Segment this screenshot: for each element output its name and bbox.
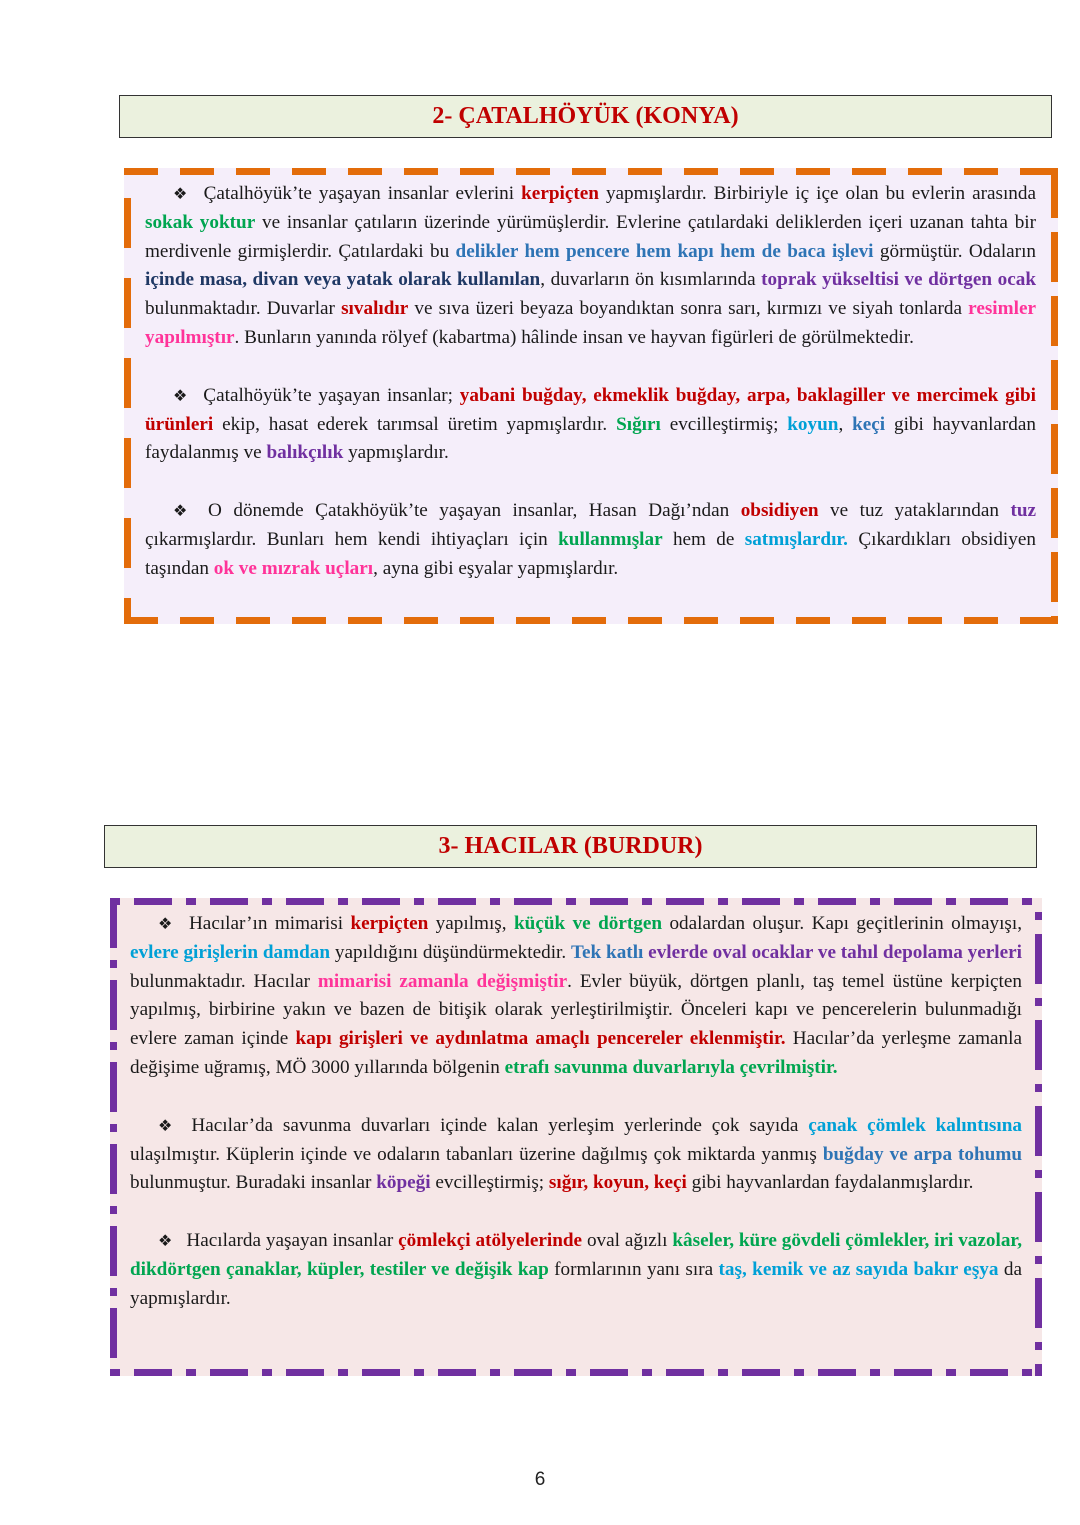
text-run: Hacılar’ın mimarisi — [188, 913, 351, 934]
text-run: oval ağızlı — [582, 1230, 673, 1252]
text-run: hem de — [662, 528, 745, 550]
text-run: formlarının yanı sıra — [548, 1258, 719, 1280]
text-run: evcilleştirmiş; — [430, 1172, 549, 1194]
highlighted-text: koyun — [787, 413, 839, 435]
text-run: da yapmışlardır. — [130, 1258, 1022, 1309]
text-run: bulunmuştur. Buradaki insanlar — [130, 1172, 377, 1194]
highlighted-text: sığır, koyun, keçi — [548, 1172, 687, 1194]
text-run: ekip, hasat ederek tarımsal üretim yapmışlardır. — [213, 413, 617, 435]
text-run: Çatalhöyük’te yaşayan insanlar; — [203, 384, 460, 406]
highlighted-text: Tek katlı — [571, 941, 644, 963]
text-run: evcilleştirmiş; — [660, 413, 788, 435]
diamond-bullet-icon: ❖ — [158, 914, 175, 933]
paragraph — [145, 497, 1036, 583]
diamond-bullet-icon: ❖ — [173, 385, 190, 405]
highlighted-text: kâseler, küre gövdeli çömlekler, iri vazolar, dikdörtgen çanaklar, küpler, testiler ve değişik kap — [130, 1230, 1022, 1280]
catalhoyuk-panel — [124, 168, 1058, 624]
dashed-border-bottom — [110, 1369, 1042, 1376]
text-run: bulunmaktadır. Duvarlar — [145, 298, 342, 320]
paragraph — [130, 1227, 1022, 1313]
highlighted-text: çömlekçi atölyelerinde — [398, 1230, 583, 1252]
paragraph — [130, 1112, 1022, 1198]
text-run: görmüştür. Odaların — [873, 240, 1036, 262]
highlighted-text: köpeği — [376, 1172, 431, 1194]
highlighted-text: taş, kemik ve az sayıda bakır eşya — [718, 1258, 999, 1280]
highlighted-text: buğday ve arpa tohumu — [822, 1143, 1023, 1165]
text-run: Çıkardıkları obsidiyen taşından — [145, 528, 1036, 579]
paragraph — [130, 910, 1022, 1083]
highlighted-text: kullanmışlar — [558, 528, 663, 550]
highlighted-text: tuz — [1010, 500, 1037, 522]
highlighted-text: satmışlardır. — [744, 528, 848, 550]
section-title-catalhoyuk: 2- ÇATALHÖYÜK (KONYA) — [119, 95, 1052, 138]
text-run: yapıldığını düşündürmektedir. — [330, 941, 571, 963]
highlighted-text: ok ve mızrak uçları — [213, 557, 374, 579]
section-title-hacilar: 3- HACILAR (BURDUR) — [104, 825, 1037, 868]
highlighted-text: kerpiçten — [521, 183, 599, 204]
text-run: , ayna gibi eşyalar yapmışlardır. — [373, 557, 619, 579]
diamond-bullet-icon: ❖ — [158, 1231, 173, 1251]
text-run: yapmışlardır. — [343, 442, 449, 464]
paragraph — [145, 382, 1036, 468]
highlighted-text: evlere girişlerin damdan — [130, 941, 331, 963]
diamond-bullet-icon: ❖ — [173, 184, 190, 203]
text-run: yapılmış, — [428, 913, 514, 934]
catalhoyuk-text — [145, 180, 1036, 584]
highlighted-text: balıkçılık — [266, 442, 344, 464]
text-run: gibi hayvanlardan faydalanmış ve — [145, 413, 1037, 464]
text-run: Çatalhöyük’te yaşayan insanlar evlerini — [203, 183, 522, 204]
text-run: ve tuz yataklarından — [818, 500, 1011, 522]
highlighted-text: sokak yoktur — [145, 211, 256, 233]
highlighted-text: toprak yükseltisi ve dörtgen ocak — [761, 269, 1036, 291]
dashed-border-bottom — [124, 617, 1058, 624]
text-run: , — [838, 413, 853, 435]
highlighted-text: evlerde oval ocaklar ve tahıl depolama yerleri — [648, 941, 1022, 963]
paragraph — [145, 180, 1036, 353]
highlighted-text: içinde masa, divan veya yatak olarak kullanılan — [145, 269, 541, 291]
dashed-border-left — [110, 898, 117, 1376]
text-run: bulunmaktadır. Hacılar — [130, 970, 318, 992]
text-run: Hacılarda yaşayan insanlar — [186, 1230, 399, 1252]
dashed-border-left — [124, 168, 131, 624]
highlighted-text: etrafı savunma duvarlarıyla çevrilmiştir. — [504, 1056, 838, 1078]
text-run: . Bunların yanında rölyef (kabartma) hâlinde insan ve hayvan figürleri de görülmektedir. — [234, 326, 914, 348]
highlighted-text: keçi — [852, 413, 886, 435]
highlighted-text: çanak çömlek kalıntısına — [808, 1114, 1022, 1136]
dashed-border-right — [1051, 168, 1058, 624]
text-run: . Evler büyük, dörtgen planlı, taş temel üstüne kerpiçten yapılmış, birbirine yakın ve bazen de bitişik olarak yerleştirilmiştir. Önceleri kapı ve pencerelerin bulunmadığı evlere zaman içinde — [130, 970, 1022, 1050]
text-run: Hacılar’da savunma duvarları içinde kalan yerleşim yerlerinde çok sayıda — [191, 1114, 809, 1136]
text-run: odalardan oluşur. Kapı geçitlerinin olmayışı, — [662, 913, 1022, 934]
highlighted-text: kapı girişleri ve aydınlatma amaçlı pencereler eklenmiştir. — [295, 1028, 786, 1050]
highlighted-text: delikler hem pencere hem kapı hem de baca işlevi — [455, 240, 874, 262]
diamond-bullet-icon: ❖ — [173, 501, 195, 521]
highlighted-text: mimarisi zamanla değişmiştir — [317, 970, 568, 992]
highlighted-text: obsidiyen — [740, 500, 819, 522]
text-run: gibi hayvanlardan faydalanmışlardır. — [686, 1172, 974, 1194]
text-run: ve sıva üzeri beyaza boyandıktan sonra sarı, kırmızı ve siyah tonlarda — [408, 298, 969, 320]
highlighted-text: yabani buğday, ekmeklik buğday, arpa, baklagiller ve mercimek gibi ürünleri — [145, 384, 1036, 435]
diamond-bullet-icon: ❖ — [158, 1115, 178, 1135]
highlighted-text: sıvalıdır — [341, 298, 409, 320]
hacilar-panel — [110, 898, 1042, 1376]
highlighted-text: küçük ve dörtgen — [513, 913, 663, 934]
dashed-border-top — [110, 898, 1042, 905]
text-run: Hacılar’da yerleşme zamanla değişime uğramış, MÖ 3000 yıllarında bölgenin — [130, 1028, 1022, 1078]
highlighted-text: Sığırı — [616, 413, 661, 435]
text-run: O dönemde Çatakhöyük’te yaşayan insanlar, Hasan Dağı’ndan — [208, 500, 741, 522]
text-run: ve insanlar çatıların üzerinde yürümüşlerdir. Evlerine çatılardaki deliklerden içeri uzanan tahta bir merdivenle girmişlerdir. Çatılardaki bu — [145, 211, 1037, 262]
page-number: 6 — [534, 1469, 546, 1490]
text-run: çıkarmışlardır. Bunları hem kendi ihtiyaçları için — [145, 528, 559, 550]
hacilar-text — [130, 910, 1022, 1314]
dashed-border-right — [1035, 898, 1042, 1376]
text-run: ulaşılmıştır. Küplerin içinde ve odaların tabanları üzerine dağılmış çok miktarda yanmış — [130, 1143, 823, 1165]
text-run: , duvarların ön kısımlarında — [540, 269, 762, 291]
highlighted-text: resimler yapılmıştır — [145, 298, 1036, 348]
text-run: yapmışlardır. Birbiriyle iç içe olan bu evlerin arasında — [598, 183, 1037, 204]
highlighted-text: kerpiçten — [350, 913, 429, 934]
dashed-border-top — [124, 168, 1058, 175]
